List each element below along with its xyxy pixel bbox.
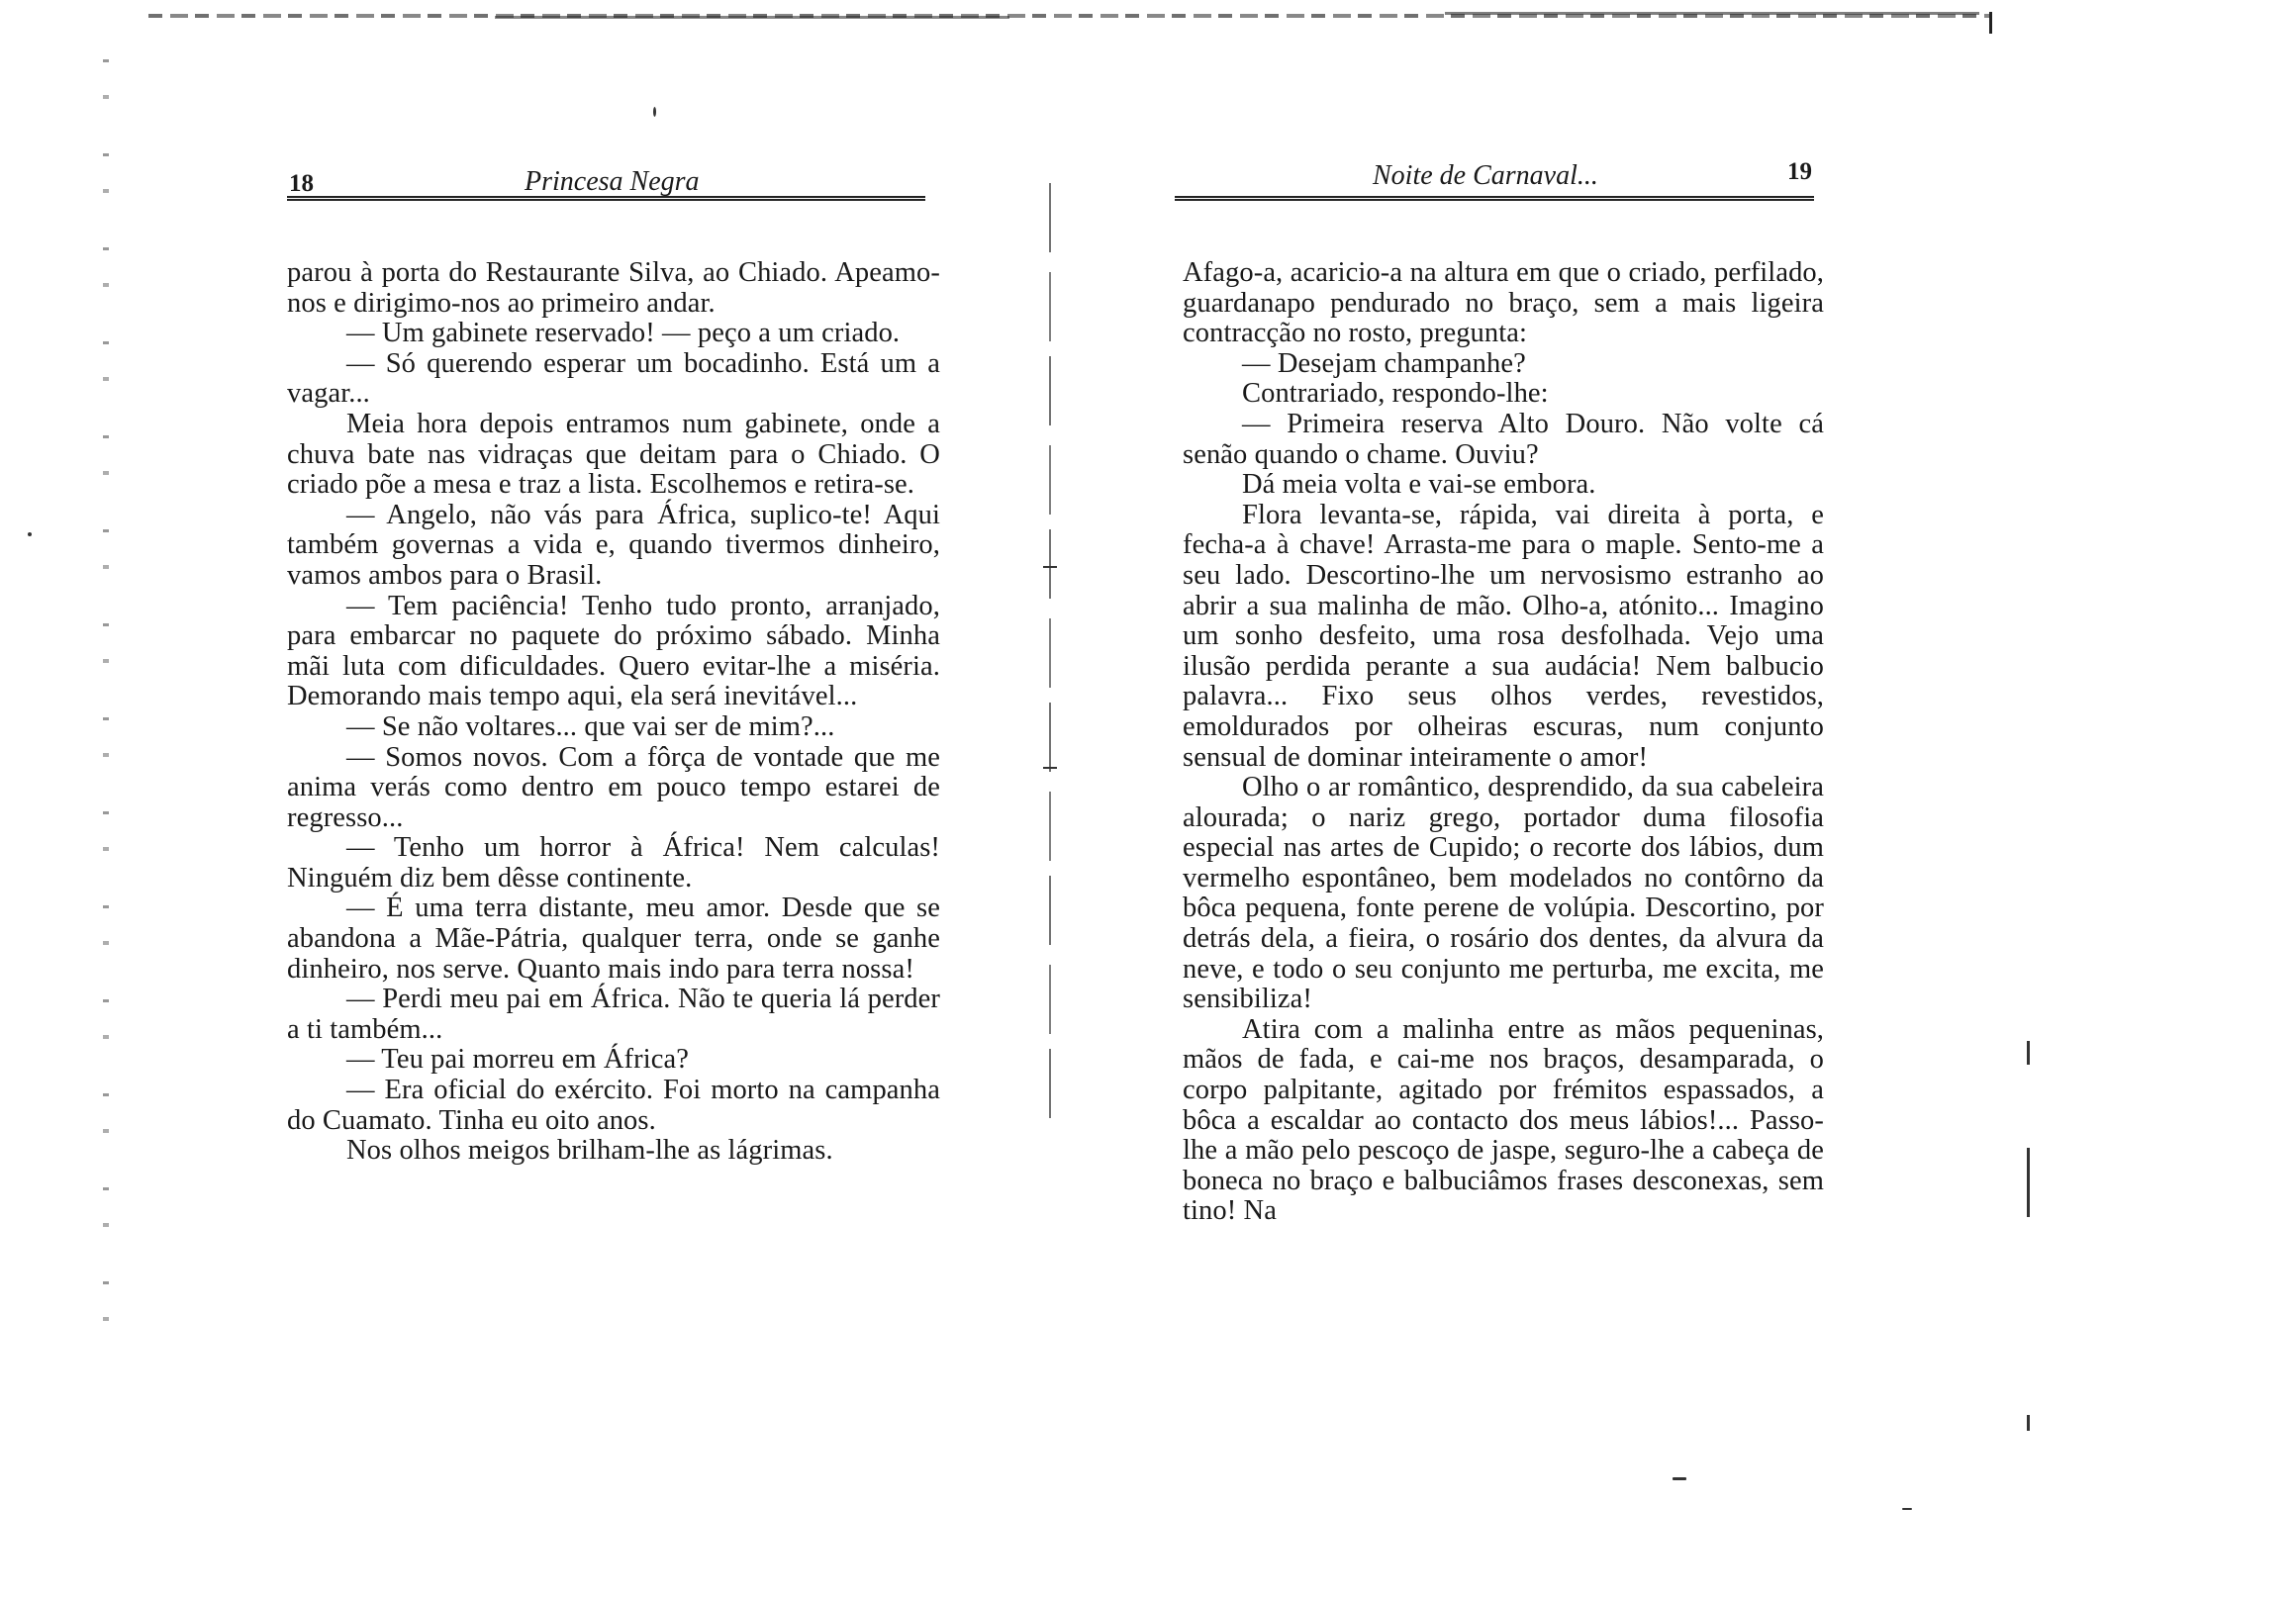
paragraph: parou à porta do Restaurante Silva, ao Chiado. Apeamo-nos e dirigimo-nos ao primeiro andar. bbox=[287, 257, 940, 319]
right-page bbox=[1175, 148, 1824, 1227]
paragraph: — Desejam champanhe? bbox=[1242, 347, 1526, 379]
right-body-text bbox=[1175, 258, 1824, 1227]
scan-left-margin-specks bbox=[103, 59, 109, 1326]
paragraph: Meia hora depois entramos num gabinete, onde a chuva bate nas vidraças que deitam para o Chiado. O criado põe a mesa e traz a lista. Escolhemos e retira-se. bbox=[287, 408, 940, 501]
left-running-title: Princesa Negra bbox=[525, 166, 700, 197]
paragraph: — Se não voltares... que vai ser de mim?... bbox=[346, 710, 835, 742]
scan-top-edge-shadow bbox=[495, 16, 1009, 19]
scan-corner-mark bbox=[1983, 12, 1992, 34]
paragraph: — Teu pai morreu em África? bbox=[346, 1044, 689, 1076]
paragraph: — Tem paciência! Tenho tudo pronto, arranjado, para embarcar no paquete do próximo sábado. Minha mãi luta com dificuldades. Quero evitar-lhe a miséria. Demorando mais tempo aqui, ela será inevitável... bbox=[287, 590, 940, 712]
paragraph: Dá meia volta e vai-se embora. bbox=[1242, 469, 1596, 501]
right-running-head bbox=[1175, 148, 1814, 201]
scan-right-mark bbox=[2027, 1148, 2030, 1217]
right-running-title: Noite de Carnaval... bbox=[1373, 160, 1598, 191]
gutter-tick bbox=[1043, 566, 1057, 568]
scan-right-mark bbox=[2027, 1415, 2030, 1431]
paragraph: — Somos novos. Com a fôrça de vontade que me anima verás como dentro em pouco tempo estarei de regresso... bbox=[287, 741, 940, 833]
scan-speck bbox=[28, 532, 32, 536]
paragraph: Olho o ar romântico, desprendido, da sua cabeleira alourada; o nariz grego, portador duma filosofia especial nas artes de Cupido; o recorte dos lábios, dum vermelho espontâneo, bem modelados no contôrno da bôca pequena, fonte perene de volúpia. Descortino, por detrás dela, a fieira, o rosário dos dentes, da alvura da neve, e todo o seu conjunto me perturba, me excita, me sensibiliza! bbox=[1183, 772, 1824, 1015]
paragraph: — É uma terra distante, meu amor. Desde que se abandona a Mãe-Pátria, qualquer terra, onde se ganhe dinheiro, nos serve. Quanto mais indo para terra nossa! bbox=[287, 893, 940, 985]
paragraph: — Só querendo esperar um bocadinho. Está um a vagar... bbox=[287, 347, 940, 410]
scan-speck bbox=[653, 107, 656, 117]
paragraph: — Angelo, não vás para África, suplico-te! Aqui também governas a vida e, quando tivermos dinheiro, vamos ambos para o Brasil. bbox=[287, 499, 940, 591]
paragraph: — Perdi meu pai em África. Não te queria lá perder a ti também... bbox=[287, 984, 940, 1045]
scan-speck bbox=[1902, 1508, 1912, 1510]
gutter-tick bbox=[1043, 767, 1057, 769]
paragraph: Nos olhos meigos brilham-lhe as lágrimas. bbox=[346, 1135, 833, 1167]
left-body-text bbox=[287, 258, 940, 1167]
page-gutter bbox=[1049, 183, 1051, 1123]
paragraph: — Um gabinete reservado! — peço a um criado. bbox=[346, 318, 901, 349]
scan-right-mark bbox=[2027, 1041, 2030, 1065]
scan-top-edge-shadow-right bbox=[1445, 12, 1979, 15]
paragraph: — Primeira reserva Alto Douro. Não volte cá senão quando o chame. Ouviu? bbox=[1183, 408, 1824, 470]
paragraph: Flora levanta-se, rápida, vai direita à porta, e fecha-a à chave! Arrasta-me para o maple. Sento-me a seu lado. Descortino-lhe um nervosismo estranho ao abrir a sua malinha de mão. Olho-a, atónito... Imagino um sonho desfeito, uma rosa desfolhada. Vejo uma ilusão perdida perante a sua audácia! Nem balbucio palavra... Fixo seus olhos verdes, revestidos, emoldurados por olheiras escuras, num conjunto sensual de dominar inteiramente o amor! bbox=[1183, 499, 1824, 773]
paragraph: — Era oficial do exército. Foi morto na campanha do Cuamato. Tinha eu oito anos. bbox=[287, 1075, 940, 1136]
left-page bbox=[287, 148, 940, 1167]
scan-speck bbox=[1673, 1477, 1686, 1480]
paragraph: Contrariado, respondo-lhe: bbox=[1242, 378, 1549, 410]
paragraph: Afago-a, acaricio-a na altura em que o criado, perfilado, guardanapo pendurado no braço, sem a mais ligeira contracção no rosto, pregunta: bbox=[1183, 257, 1824, 349]
left-page-number: 18 bbox=[289, 170, 314, 197]
paragraph: — Tenho um horror à África! Nem calculas! Ninguém diz bem dêsse continente. bbox=[287, 832, 940, 894]
left-running-head bbox=[287, 148, 925, 201]
right-page-number: 19 bbox=[1787, 158, 1812, 185]
paragraph: Atira com a malinha entre as mãos pequeninas, mãos de fada, e cai-me nos braços, desamparada, o corpo palpitante, agitado por frémitos espassados, a bôca a escaldar ao contacto dos meus lábios!... Passo-lhe a mão pelo pescoço de jaspe, seguro-lhe a cabeça de boneca no braço e balbuciâmos frases desconexas, sem tino! Na bbox=[1183, 1013, 1824, 1227]
